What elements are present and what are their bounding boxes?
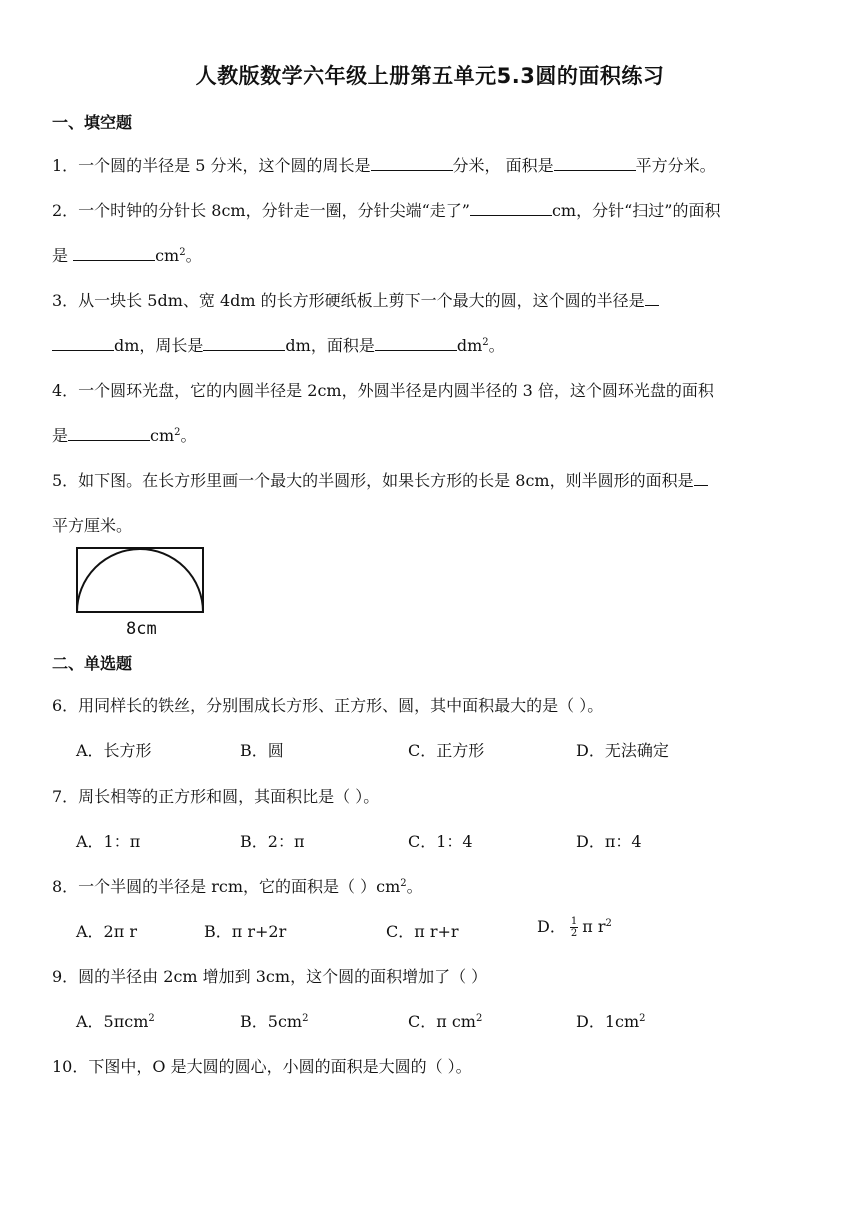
- q3-text: dm，面积是: [285, 336, 375, 355]
- answer-blank[interactable]: [68, 426, 150, 441]
- q3-text: dm，周长是: [114, 336, 204, 355]
- q2-text: cm: [155, 246, 180, 265]
- q2-text: cm，分针“扫过”的面积: [551, 201, 721, 220]
- q4-text: 。: [180, 426, 197, 445]
- question-8: [52, 876, 423, 898]
- question-3-cont: [52, 335, 505, 357]
- option-b[interactable]: [240, 1011, 308, 1033]
- fraction: [570, 916, 578, 939]
- option-c[interactable]: [408, 1011, 482, 1033]
- question-5-cont: [52, 515, 132, 537]
- fraction-denominator: 2: [570, 928, 578, 939]
- answer-blank[interactable]: [470, 201, 552, 216]
- option-d[interactable]: [576, 1011, 646, 1033]
- option-a[interactable]: A．长方形: [76, 741, 152, 760]
- question-9: 9．圆的半径由 2cm 增加到 3cm，这个圆的面积增加了（ ）: [52, 967, 488, 986]
- superscript: 2: [482, 337, 489, 348]
- q4-text: 是: [52, 426, 69, 445]
- question-5: [52, 470, 708, 492]
- page-title: 人教版数学六年级上册第五单元5.3圆的面积练习: [195, 64, 665, 88]
- option-a[interactable]: A．2π r: [76, 922, 137, 941]
- q1-text: 1．一个圆的半径是 5 分米，这个圆的周长是: [52, 156, 371, 175]
- superscript: 2: [148, 1013, 155, 1024]
- q5-text: 平方厘米。: [52, 516, 133, 535]
- question-10: 10．下图中，O 是大圆的圆心，小圆的面积是大圆的（ ）。: [52, 1057, 472, 1076]
- q8-text: 8．一个半圆的半径是 rcm，它的面积是（ ）cm: [52, 877, 401, 896]
- option-d-expr: π r: [582, 917, 606, 936]
- option-d-label: D．: [537, 917, 566, 936]
- figure-label: 8cm: [126, 619, 157, 639]
- section-heading-multiple-choice: 二、单选题: [52, 654, 133, 673]
- option-text: D．1cm: [576, 1012, 640, 1031]
- q1-text: 分米， 面积是: [452, 156, 554, 175]
- q3-text: dm: [456, 336, 483, 355]
- question-4-cont: [52, 425, 197, 447]
- question-2-cont: [52, 245, 202, 267]
- option-text: C．π cm: [408, 1012, 476, 1031]
- option-text: A．5πcm: [76, 1012, 149, 1031]
- q5-text: 5．如下图。在长方形里画一个最大的半圆形，如果长方形的长是 8cm，则半圆形的面积是: [52, 471, 694, 490]
- question-4: [52, 380, 714, 402]
- fraction-numerator: 1: [570, 916, 578, 927]
- q3-text: 3．从一块长 5dm、宽 4dm 的长方形硬纸板上剪下一个最大的圆，这个圆的半径是: [52, 291, 645, 310]
- answer-blank[interactable]: [694, 471, 708, 486]
- option-d[interactable]: D．无法确定: [576, 741, 669, 760]
- answer-blank[interactable]: [52, 336, 114, 351]
- q1-text: 平方分米。: [635, 156, 716, 175]
- semicircle-shape: [77, 549, 203, 612]
- semicircle-in-rectangle-figure: [74, 544, 206, 644]
- superscript: 2: [179, 247, 186, 258]
- q2-text: 是: [52, 246, 74, 265]
- option-b[interactable]: B．2：π: [240, 832, 305, 851]
- option-a[interactable]: [76, 1011, 155, 1033]
- question-2: [52, 200, 720, 222]
- answer-blank[interactable]: [375, 336, 457, 351]
- option-b[interactable]: B．π r+2r: [204, 922, 287, 941]
- question-6: 6．用同样长的铁丝，分别围成长方形、正方形、圆，其中面积最大的是（ ）。: [52, 696, 604, 715]
- question-1: [52, 155, 716, 177]
- section-heading-fill-in: 一、填空题: [52, 113, 133, 132]
- answer-blank[interactable]: [73, 246, 155, 261]
- q8-text: 。: [406, 877, 423, 896]
- question-3: [52, 290, 659, 312]
- option-c[interactable]: C．π r+r: [386, 922, 459, 941]
- option-d[interactable]: [537, 916, 612, 939]
- semicircle-figure-svg: [74, 544, 206, 640]
- answer-blank[interactable]: [203, 336, 285, 351]
- superscript: 2: [605, 918, 612, 929]
- option-c[interactable]: C．正方形: [408, 741, 485, 760]
- answer-blank[interactable]: [645, 291, 659, 306]
- q3-text: 。: [488, 336, 505, 355]
- superscript: 2: [475, 1013, 483, 1024]
- q4-text: cm: [150, 426, 175, 445]
- q4-text: 4．一个圆环光盘，它的内圆半径是 2cm，外圆半径是内圆半径的 3 倍，这个圆环光盘的面积: [52, 381, 714, 400]
- option-d[interactable]: D．π：4: [576, 832, 642, 851]
- option-c[interactable]: C．1：4: [408, 832, 473, 851]
- option-text: B．5cm: [240, 1012, 303, 1031]
- answer-blank[interactable]: [371, 156, 453, 171]
- q2-text: 。: [185, 246, 202, 265]
- answer-blank[interactable]: [554, 156, 636, 171]
- question-7: 7．周长相等的正方形和圆，其面积比是（ ）。: [52, 787, 380, 806]
- superscript: 2: [174, 427, 181, 438]
- superscript: 2: [639, 1013, 646, 1024]
- option-b[interactable]: B．圆: [240, 741, 284, 760]
- superscript: 2: [400, 878, 407, 889]
- option-a[interactable]: A．1：π: [76, 832, 141, 851]
- rectangle-shape: [77, 548, 203, 612]
- q2-text: 2．一个时钟的分针长 8cm，分针走一圈，分针尖端“走了”: [52, 201, 470, 220]
- superscript: 2: [302, 1013, 309, 1024]
